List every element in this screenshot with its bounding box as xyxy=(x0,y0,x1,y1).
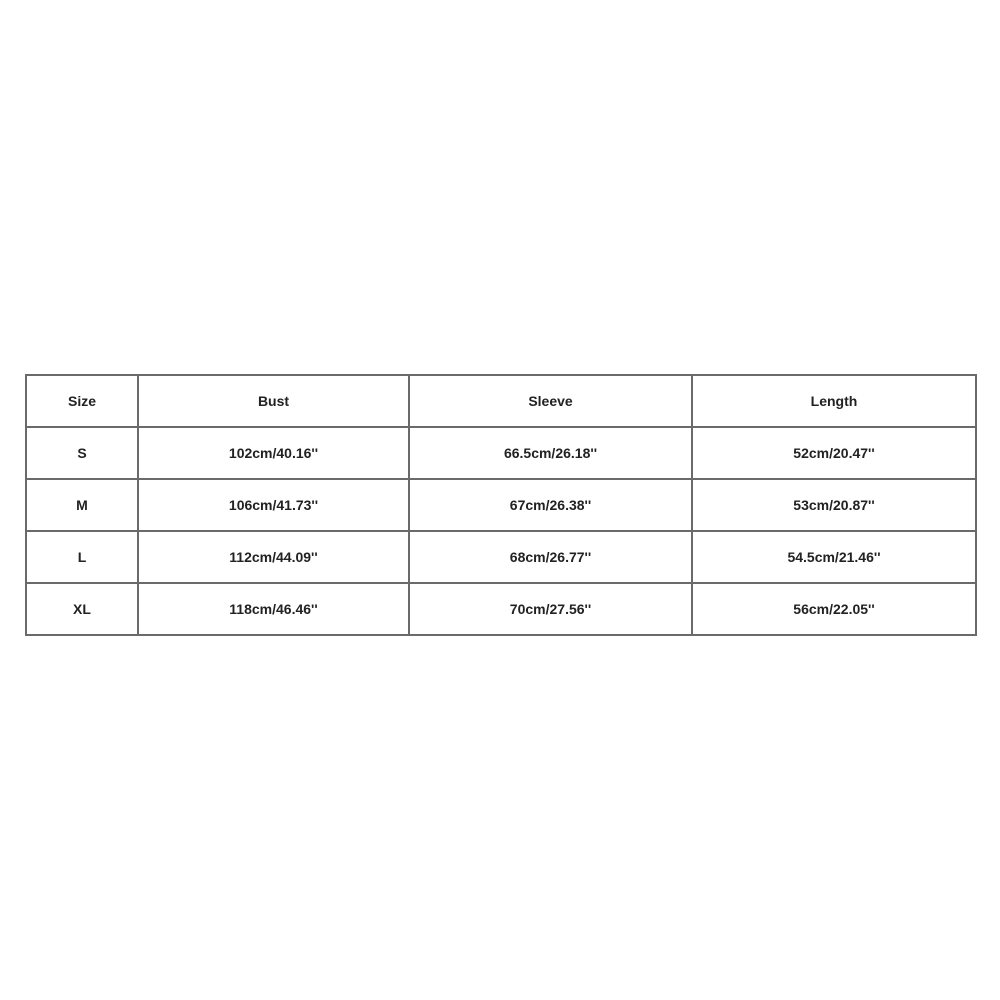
cell-size: M xyxy=(26,479,138,531)
cell-size: L xyxy=(26,531,138,583)
table-row xyxy=(26,479,976,531)
cell-bust: 112cm/44.09'' xyxy=(138,531,409,583)
cell-size: S xyxy=(26,427,138,479)
cell-bust: 118cm/46.46'' xyxy=(138,583,409,635)
table-header-row xyxy=(26,375,976,427)
cell-length: 54.5cm/21.46'' xyxy=(692,531,976,583)
cell-sleeve: 67cm/26.38'' xyxy=(409,479,692,531)
cell-sleeve: 68cm/26.77'' xyxy=(409,531,692,583)
cell-bust: 102cm/40.16'' xyxy=(138,427,409,479)
cell-length: 52cm/20.47'' xyxy=(692,427,976,479)
cell-sleeve: 66.5cm/26.18'' xyxy=(409,427,692,479)
cell-bust: 106cm/41.73'' xyxy=(138,479,409,531)
cell-sleeve: 70cm/27.56'' xyxy=(409,583,692,635)
table-row xyxy=(26,427,976,479)
header-sleeve: Sleeve xyxy=(409,375,692,427)
cell-length: 56cm/22.05'' xyxy=(692,583,976,635)
header-bust: Bust xyxy=(138,375,409,427)
cell-size: XL xyxy=(26,583,138,635)
cell-length: 53cm/20.87'' xyxy=(692,479,976,531)
header-size: Size xyxy=(26,375,138,427)
size-chart-table xyxy=(25,374,977,636)
table-row xyxy=(26,531,976,583)
table-row xyxy=(26,583,976,635)
header-length: Length xyxy=(692,375,976,427)
